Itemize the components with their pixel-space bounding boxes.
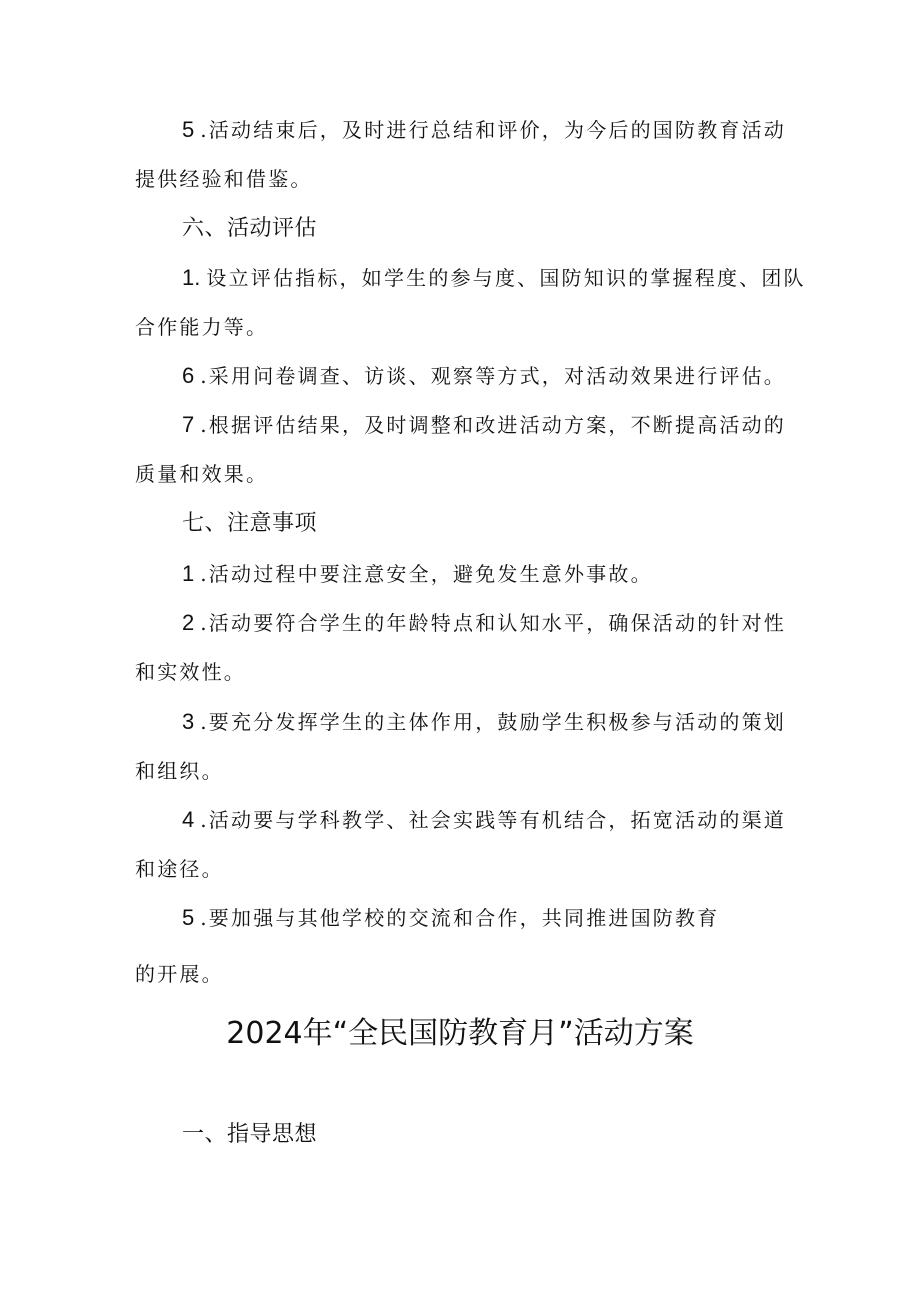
- paragraph-line: 的开展。: [135, 962, 224, 986]
- item-number: 6: [182, 363, 195, 388]
- item-text: .采用问卷调查、访谈、观察等方式，对活动效果进行评估。: [200, 364, 787, 388]
- paragraph-line: 质量和效果。: [135, 462, 269, 486]
- paragraph-line: 提供经验和借鉴。: [135, 167, 313, 191]
- item-number: 5: [182, 905, 195, 930]
- paragraph-line: [182, 562, 653, 586]
- paragraph-line: [182, 611, 786, 635]
- item-number: 4: [182, 807, 195, 832]
- section-heading: 六、活动评估: [182, 216, 318, 241]
- paragraph-line: 合作能力等。: [135, 315, 269, 339]
- item-number: 1.: [182, 265, 201, 290]
- paragraph-line: [182, 266, 806, 290]
- paragraph-line: 和组织。: [135, 759, 224, 783]
- item-number: 3: [182, 709, 195, 734]
- item-text: .要加强与其他学校的交流和合作，共同推进国防教育: [200, 906, 720, 930]
- item-text: .活动过程中要注意安全，避免发生意外事故。: [200, 562, 653, 586]
- paragraph-line: 和实效性。: [135, 660, 246, 684]
- item-number: 7: [182, 412, 195, 437]
- document-title: 2024年“全民国防教育月”活动方案: [226, 1016, 694, 1051]
- paragraph-line: [182, 364, 786, 388]
- section-heading: 一、指导思想: [182, 1122, 318, 1147]
- paragraph-line: [182, 413, 786, 437]
- item-number: 2: [182, 610, 195, 635]
- item-number: 5: [182, 117, 195, 142]
- item-text: 设立评估指标，如学生的参与度、国防知识的掌握程度、团队: [206, 266, 806, 290]
- item-number: 1: [182, 561, 195, 586]
- item-text: .活动要符合学生的年龄特点和认知水平，确保活动的针对性: [200, 611, 787, 635]
- item-text: .活动要与学科教学、社会实践等有机结合，拓宽活动的渠道: [200, 808, 787, 832]
- section-heading: 七、注意事项: [182, 511, 318, 536]
- paragraph-line: [182, 906, 719, 930]
- paragraph-line: [182, 118, 786, 142]
- item-text: .要充分发挥学生的主体作用，鼓励学生积极参与活动的策划: [200, 710, 787, 734]
- item-text: .活动结束后，及时进行总结和评价，为今后的国防教育活动: [200, 118, 787, 142]
- paragraph-line: [182, 710, 786, 734]
- paragraph-line: 和途径。: [135, 857, 224, 881]
- paragraph-line: [182, 808, 786, 832]
- item-text: .根据评估结果，及时调整和改进活动方案，不断提高活动的: [200, 413, 787, 437]
